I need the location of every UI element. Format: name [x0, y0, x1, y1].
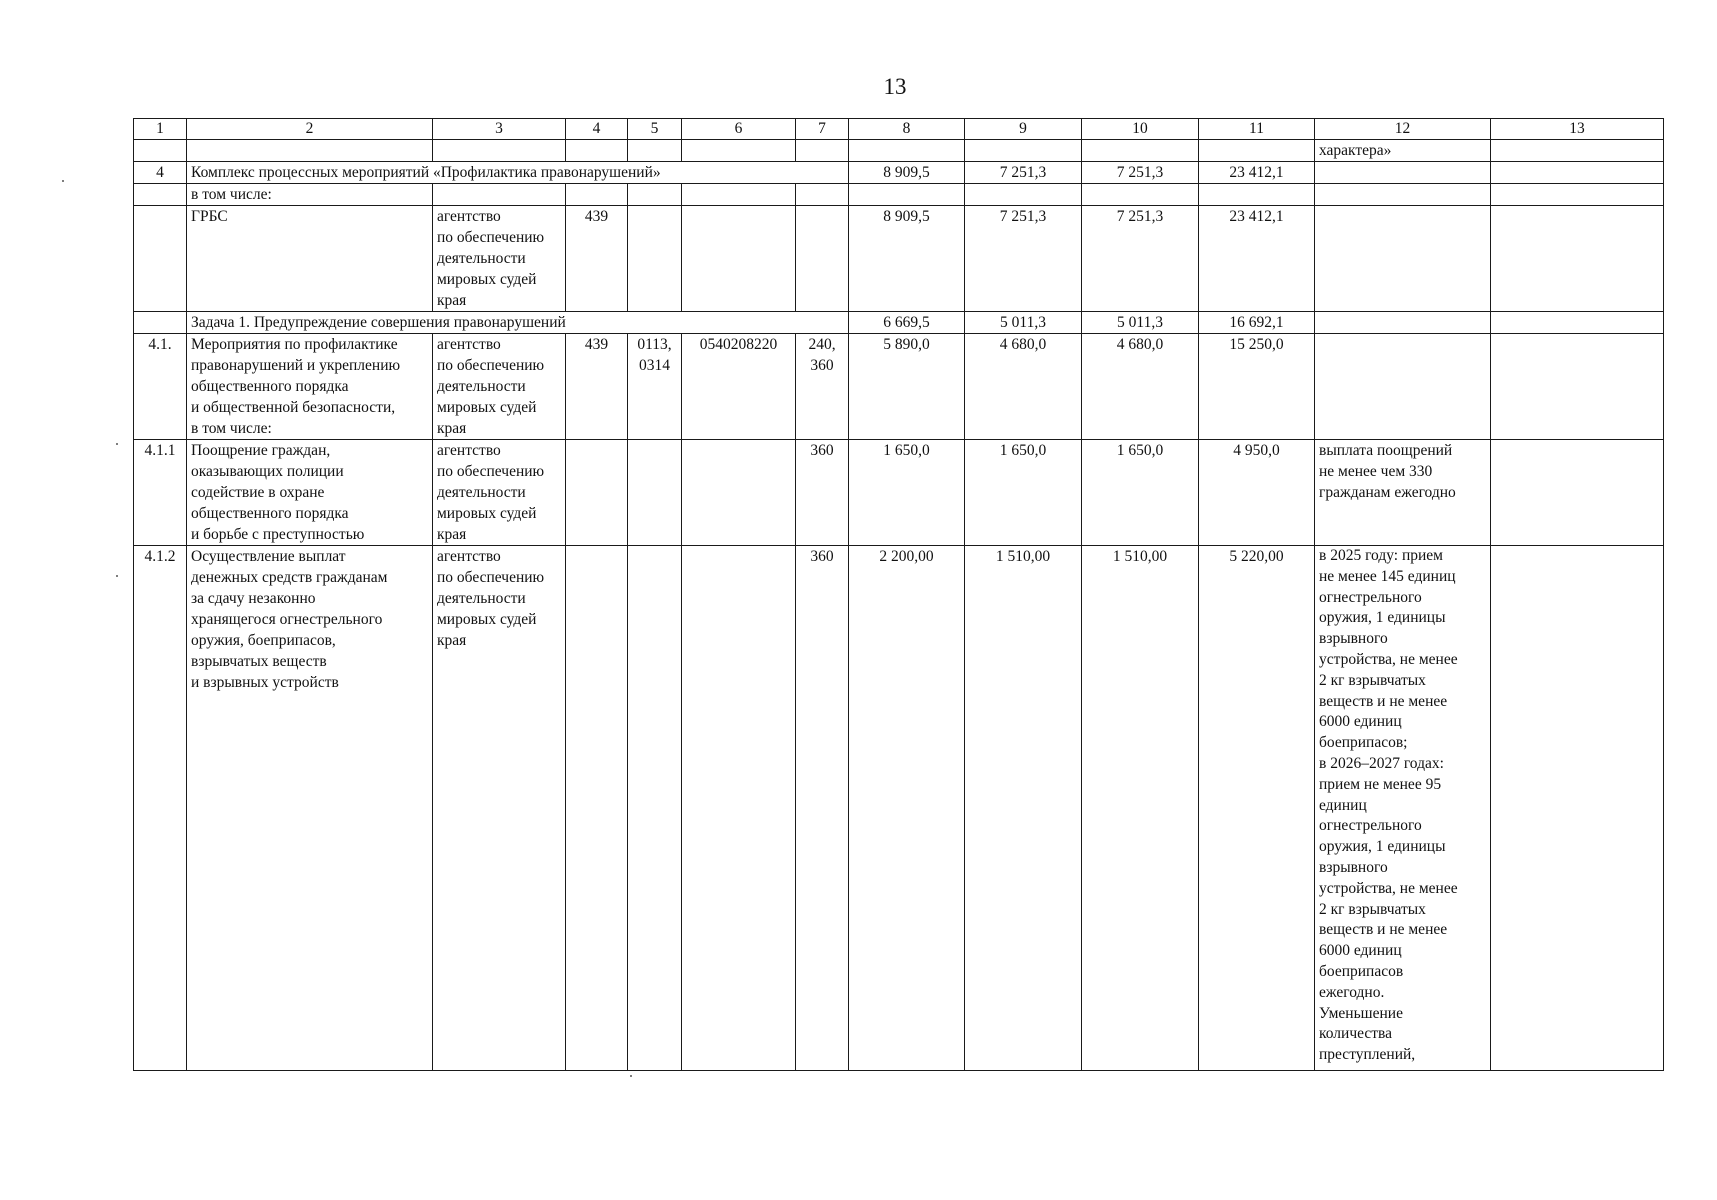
measure-title: Осуществление выплат денежных средств гражданам за сдачу незаконно хранящегося огнестрельного оружия, боеприпасов, взрывчатых веществ и взрывных устройств [187, 546, 433, 1071]
amount-col-8: 1 650,0 [849, 440, 965, 546]
amount-col-9: 1 650,0 [965, 440, 1082, 546]
amount-col-11: 23 412,1 [1199, 162, 1315, 184]
amount-col-11: 23 412,1 [1199, 206, 1315, 312]
amount-col-9: 7 251,3 [965, 162, 1082, 184]
program-table [133, 118, 1664, 1071]
amount-col-11: 4 950,0 [1199, 440, 1315, 546]
amount-col-10: 1 650,0 [1082, 440, 1199, 546]
task-title: Задача 1. Предупреждение совершения правонарушений [187, 312, 849, 334]
scan-speck [116, 575, 118, 577]
column-number: 12 [1315, 119, 1491, 140]
column-number: 9 [965, 119, 1082, 140]
amount-col-8: 5 890,0 [849, 334, 965, 440]
column-number: 3 [433, 119, 566, 140]
measure-title: Поощрение граждан, оказывающих полиции содействие в охране общественного порядка и борьбе с преступностью [187, 440, 433, 546]
amount-col-8: 8 909,5 [849, 206, 965, 312]
column-number: 2 [187, 119, 433, 140]
column-number: 7 [796, 119, 849, 140]
amount-col-9: 5 011,3 [965, 312, 1082, 334]
amount-col-9: 4 680,0 [965, 334, 1082, 440]
table-row-4-1 [134, 334, 1664, 440]
column-number: 10 [1082, 119, 1199, 140]
column-number-row [134, 119, 1664, 140]
amount-col-8: 8 909,5 [849, 162, 965, 184]
amount-col-10: 7 251,3 [1082, 162, 1199, 184]
expense-type-code: 360 [796, 546, 849, 1071]
result-cell: характера» [1315, 140, 1491, 162]
row-number: 4 [134, 162, 187, 184]
column-number: 6 [682, 119, 796, 140]
grbs-code: 439 [566, 334, 628, 440]
section-code: 0113, 0314 [628, 334, 682, 440]
complex-title: Комплекс процессных мероприятий «Профилактика правонарушений» [187, 162, 849, 184]
amount-col-11: 16 692,1 [1199, 312, 1315, 334]
amount-col-9: 7 251,3 [965, 206, 1082, 312]
result-cell: в 2025 году: прием не менее 145 единиц огнестрельного оружия, 1 единицы взрывного устройства, не менее 2 кг взрывчатых веществ и не менее 6000 единиц боеприпасов; в 2026–2027 годах: прием не менее 95 единиц огнестрельного оружия, 1 единицы взрывного устройства, не менее 2 кг взрывчатых веществ и не менее 6000 единиц боеприпасов ежегодно. Уменьшение количества преступлений, [1315, 546, 1491, 1071]
including-label: в том числе: [187, 184, 433, 206]
amount-col-10: 7 251,3 [1082, 206, 1199, 312]
task-row [134, 312, 1664, 334]
row-number: 4.1.2 [134, 546, 187, 1071]
column-number: 13 [1491, 119, 1664, 140]
grbs-row [134, 206, 1664, 312]
agency-cell: агентство по обеспечению деятельности мировых судей края [433, 440, 566, 546]
continuation-row [134, 140, 1664, 162]
amount-col-10: 4 680,0 [1082, 334, 1199, 440]
amount-col-8: 6 669,5 [849, 312, 965, 334]
table-row-4-1-2 [134, 546, 1664, 1071]
expense-type-code: 240, 360 [796, 334, 849, 440]
agency-cell: агентство по обеспечению деятельности мировых судей края [433, 206, 566, 312]
column-number: 4 [566, 119, 628, 140]
agency-cell: агентство по обеспечению деятельности мировых судей края [433, 546, 566, 1071]
target-article-code: 0540208220 [682, 334, 796, 440]
grbs-label: ГРБС [187, 206, 433, 312]
amount-col-11: 5 220,00 [1199, 546, 1315, 1071]
amount-col-8: 2 200,00 [849, 546, 965, 1071]
expense-type-code: 360 [796, 440, 849, 546]
amount-col-9: 1 510,00 [965, 546, 1082, 1071]
measure-title: Мероприятия по профилактике правонарушений и укреплению общественного порядка и общественной безопасности, в том числе: [187, 334, 433, 440]
agency-cell: агентство по обеспечению деятельности мировых судей края [433, 334, 566, 440]
page-number: 13 [883, 74, 907, 99]
table-row-4 [134, 162, 1664, 184]
scan-speck [116, 443, 118, 445]
amount-col-11: 15 250,0 [1199, 334, 1315, 440]
grbs-code: 439 [566, 206, 628, 312]
row-number: 4.1. [134, 334, 187, 440]
scan-speck [62, 180, 64, 182]
amount-col-10: 5 011,3 [1082, 312, 1199, 334]
result-cell: выплата поощрений не менее чем 330 гражданам ежегодно [1315, 440, 1491, 546]
amount-col-10: 1 510,00 [1082, 546, 1199, 1071]
including-row [134, 184, 1664, 206]
column-number: 5 [628, 119, 682, 140]
scan-speck [630, 1075, 632, 1077]
column-number: 1 [134, 119, 187, 140]
column-number: 11 [1199, 119, 1315, 140]
row-number: 4.1.1 [134, 440, 187, 546]
table-row-4-1-1 [134, 440, 1664, 546]
column-number: 8 [849, 119, 965, 140]
